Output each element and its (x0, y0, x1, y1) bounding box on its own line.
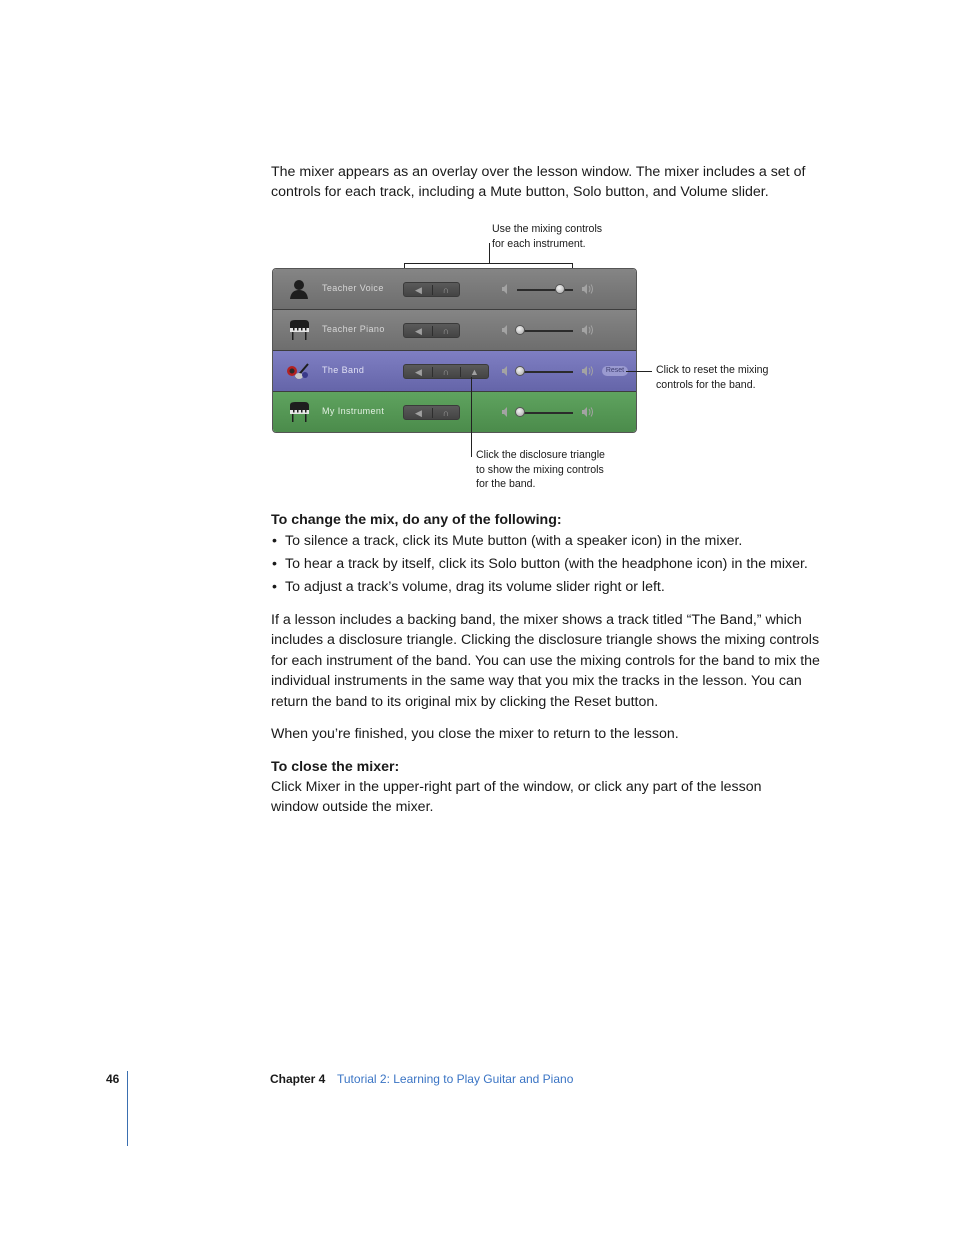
track-button-group (403, 364, 489, 379)
volume-slider-knob[interactable] (555, 284, 565, 294)
page-number: 46 (106, 1072, 120, 1086)
callout-line: to show the mixing controls (476, 463, 604, 476)
volume-slider-track[interactable] (517, 330, 573, 332)
list-item: • To adjust a track’s volume, drag its volume slider right or left. (271, 577, 831, 597)
footer-chapter-title[interactable]: Tutorial 2: Learning to Play Guitar and Piano (337, 1072, 574, 1086)
callout-line: for each instrument. (492, 237, 586, 250)
mute-button[interactable]: ◀ (415, 408, 422, 418)
volume-low-icon (501, 365, 511, 377)
callout-leader (471, 377, 472, 457)
callout-reset (656, 363, 768, 392)
intro-paragraph: The mixer appears as an overlay over the lesson window. The mixer includes a set of controls for each track, including a Mute button, Solo button, and Volume slider. (271, 164, 806, 201)
finish-paragraph: When you’re finished, you close the mixer to return to the lesson. (271, 726, 679, 742)
mute-button[interactable]: ◀ (415, 285, 422, 295)
volume-low-icon (501, 324, 511, 336)
mute-button[interactable]: ◀ (415, 326, 422, 336)
piano-icon (287, 401, 311, 423)
section-heading-change-mix: To change the mix, do any of the following: (271, 512, 562, 528)
track-name: The Band (322, 365, 365, 375)
track-my-instrument (273, 392, 637, 433)
solo-button[interactable]: ∩ (442, 408, 450, 418)
close-mixer-paragraph: Click Mixer in the upper-right part of the window, or click any part of the lesson window outside the mixer. (271, 779, 762, 816)
callout-bracket (404, 263, 573, 264)
volume-slider-knob[interactable] (515, 325, 525, 335)
track-button-group (403, 323, 460, 338)
volume-slider-knob[interactable] (515, 407, 525, 417)
track-button-group (403, 282, 460, 297)
track-teacher-piano (273, 310, 637, 351)
volume-slider-knob[interactable] (515, 366, 525, 376)
callout-leader (489, 243, 490, 263)
person-silhouette-icon (287, 278, 311, 300)
track-name: Teacher Piano (322, 324, 385, 334)
band-icon (283, 360, 313, 382)
callout-line: Click the disclosure triangle (476, 449, 605, 461)
callout-mixing-controls (492, 222, 602, 251)
track-teacher-voice (273, 269, 637, 310)
track-name: Teacher Voice (322, 283, 384, 293)
volume-high-icon (581, 406, 594, 418)
solo-button[interactable]: ∩ (442, 285, 450, 295)
volume-high-icon (581, 365, 594, 377)
track-button-group (403, 405, 460, 420)
footer-divider (127, 1071, 128, 1146)
volume-high-icon (581, 324, 594, 336)
callout-line: Click to reset the mixing (656, 364, 769, 376)
volume-low-icon (501, 406, 511, 418)
callout-line: for the band. (476, 478, 536, 491)
band-paragraph: If a lesson includes a backing band, the mixer shows a track titled “The Band,” which includes a disclosure triangle. Clicking the disclosure triangle shows the mixing controls for each instrument of the band. You can use the mixing controls for the band to mix the individual instruments in the same way that you mix the tracks in the lesson. You can return the band to its original mix by clicking the Reset button. (271, 612, 820, 710)
volume-high-icon (581, 283, 594, 295)
solo-button[interactable]: ∩ (442, 367, 450, 377)
track-name: My Instrument (322, 406, 385, 416)
volume-slider-track[interactable] (517, 412, 573, 414)
mixer-overlay (272, 268, 637, 433)
volume-low-icon (501, 283, 511, 295)
volume-slider-track[interactable] (517, 371, 573, 373)
callout-disclosure-triangle (476, 448, 605, 492)
footer-chapter: Chapter 4 (270, 1072, 326, 1086)
callout-line: controls for the band. (656, 378, 756, 391)
callout-line: Use the mixing controls (492, 223, 603, 235)
callout-leader (626, 371, 652, 372)
reset-button[interactable]: Reset (602, 366, 628, 376)
disclosure-triangle-button[interactable]: ▲ (470, 367, 479, 377)
list-item: • To silence a track, click its Mute button (with a speaker icon) in the mixer. (271, 531, 831, 551)
mute-button[interactable]: ◀ (415, 367, 422, 377)
section-heading-close-mixer: To close the mixer: (271, 759, 400, 775)
solo-button[interactable]: ∩ (442, 326, 450, 336)
track-the-band (273, 351, 637, 392)
piano-icon (287, 319, 311, 341)
list-item: • To hear a track by itself, click its Solo button (with the headphone icon) in the mixer. (271, 554, 831, 574)
